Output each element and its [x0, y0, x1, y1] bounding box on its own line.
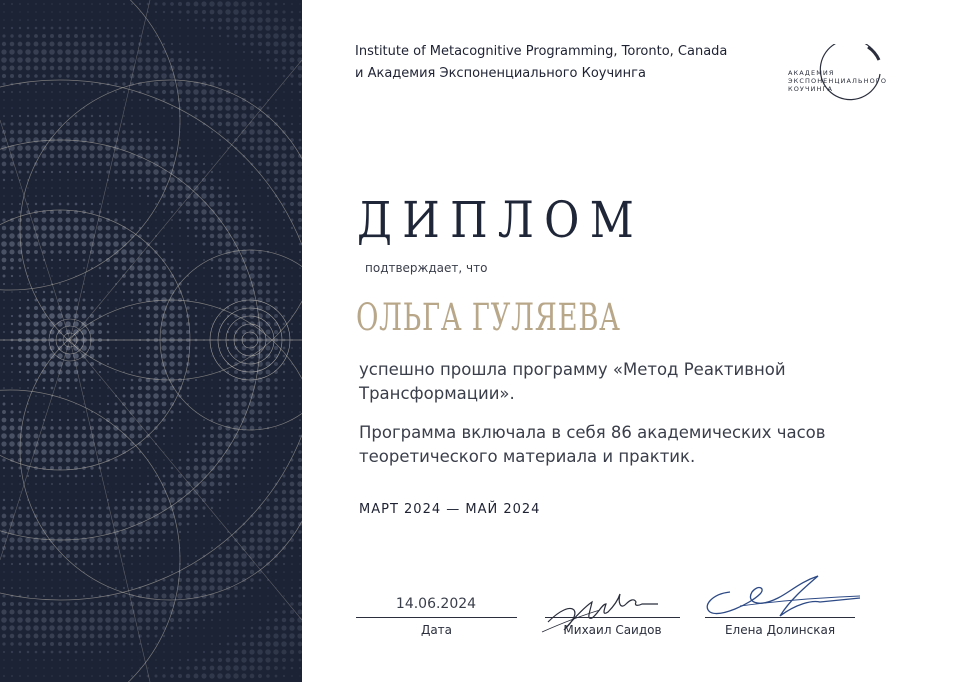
decorative-pattern-panel: [0, 0, 302, 682]
signature-1-icon: [540, 580, 670, 640]
issue-date-value: 14.06.2024: [395, 596, 477, 612]
signature-2-icon: [700, 572, 865, 627]
logo-line-3: КОУЧИНГА: [788, 85, 834, 93]
logo-text: [788, 69, 887, 93]
academy-logo: [780, 44, 910, 110]
logo-line-1: АКАДЕМИЯ: [788, 69, 835, 77]
geometric-dot-pattern: [0, 0, 302, 682]
confirms-text: подтверждает, что: [365, 261, 488, 275]
recipient-name: ОЛЬГА ГУЛЯЕВА: [356, 296, 621, 339]
program-completion-text: успешно прошла программу «Метод Реактивной Трансформации».: [359, 360, 786, 403]
signer-1-name: Михаил Саидов: [563, 623, 662, 637]
signer-2-name: Елена Долинская: [724, 623, 836, 637]
date-label: Дата: [420, 623, 453, 637]
program-hours-text: Программа включала в себя 86 академических часов теоретического материала и практик.: [359, 423, 826, 466]
diploma-title: ДИПЛОМ: [357, 191, 645, 249]
date-underline: [356, 617, 517, 618]
institution-line-1: Institute of Metacognitive Programming, Toronto, Canada: [355, 44, 728, 59]
program-period: МАРТ 2024 — МАЙ 2024: [359, 502, 541, 517]
logo-line-2: ЭКСПОНЕНЦИАЛЬНОГО: [788, 77, 888, 85]
institution-line-2: и Академия Экспоненциального Коучинга: [355, 66, 646, 81]
institution-header: [355, 41, 727, 85]
